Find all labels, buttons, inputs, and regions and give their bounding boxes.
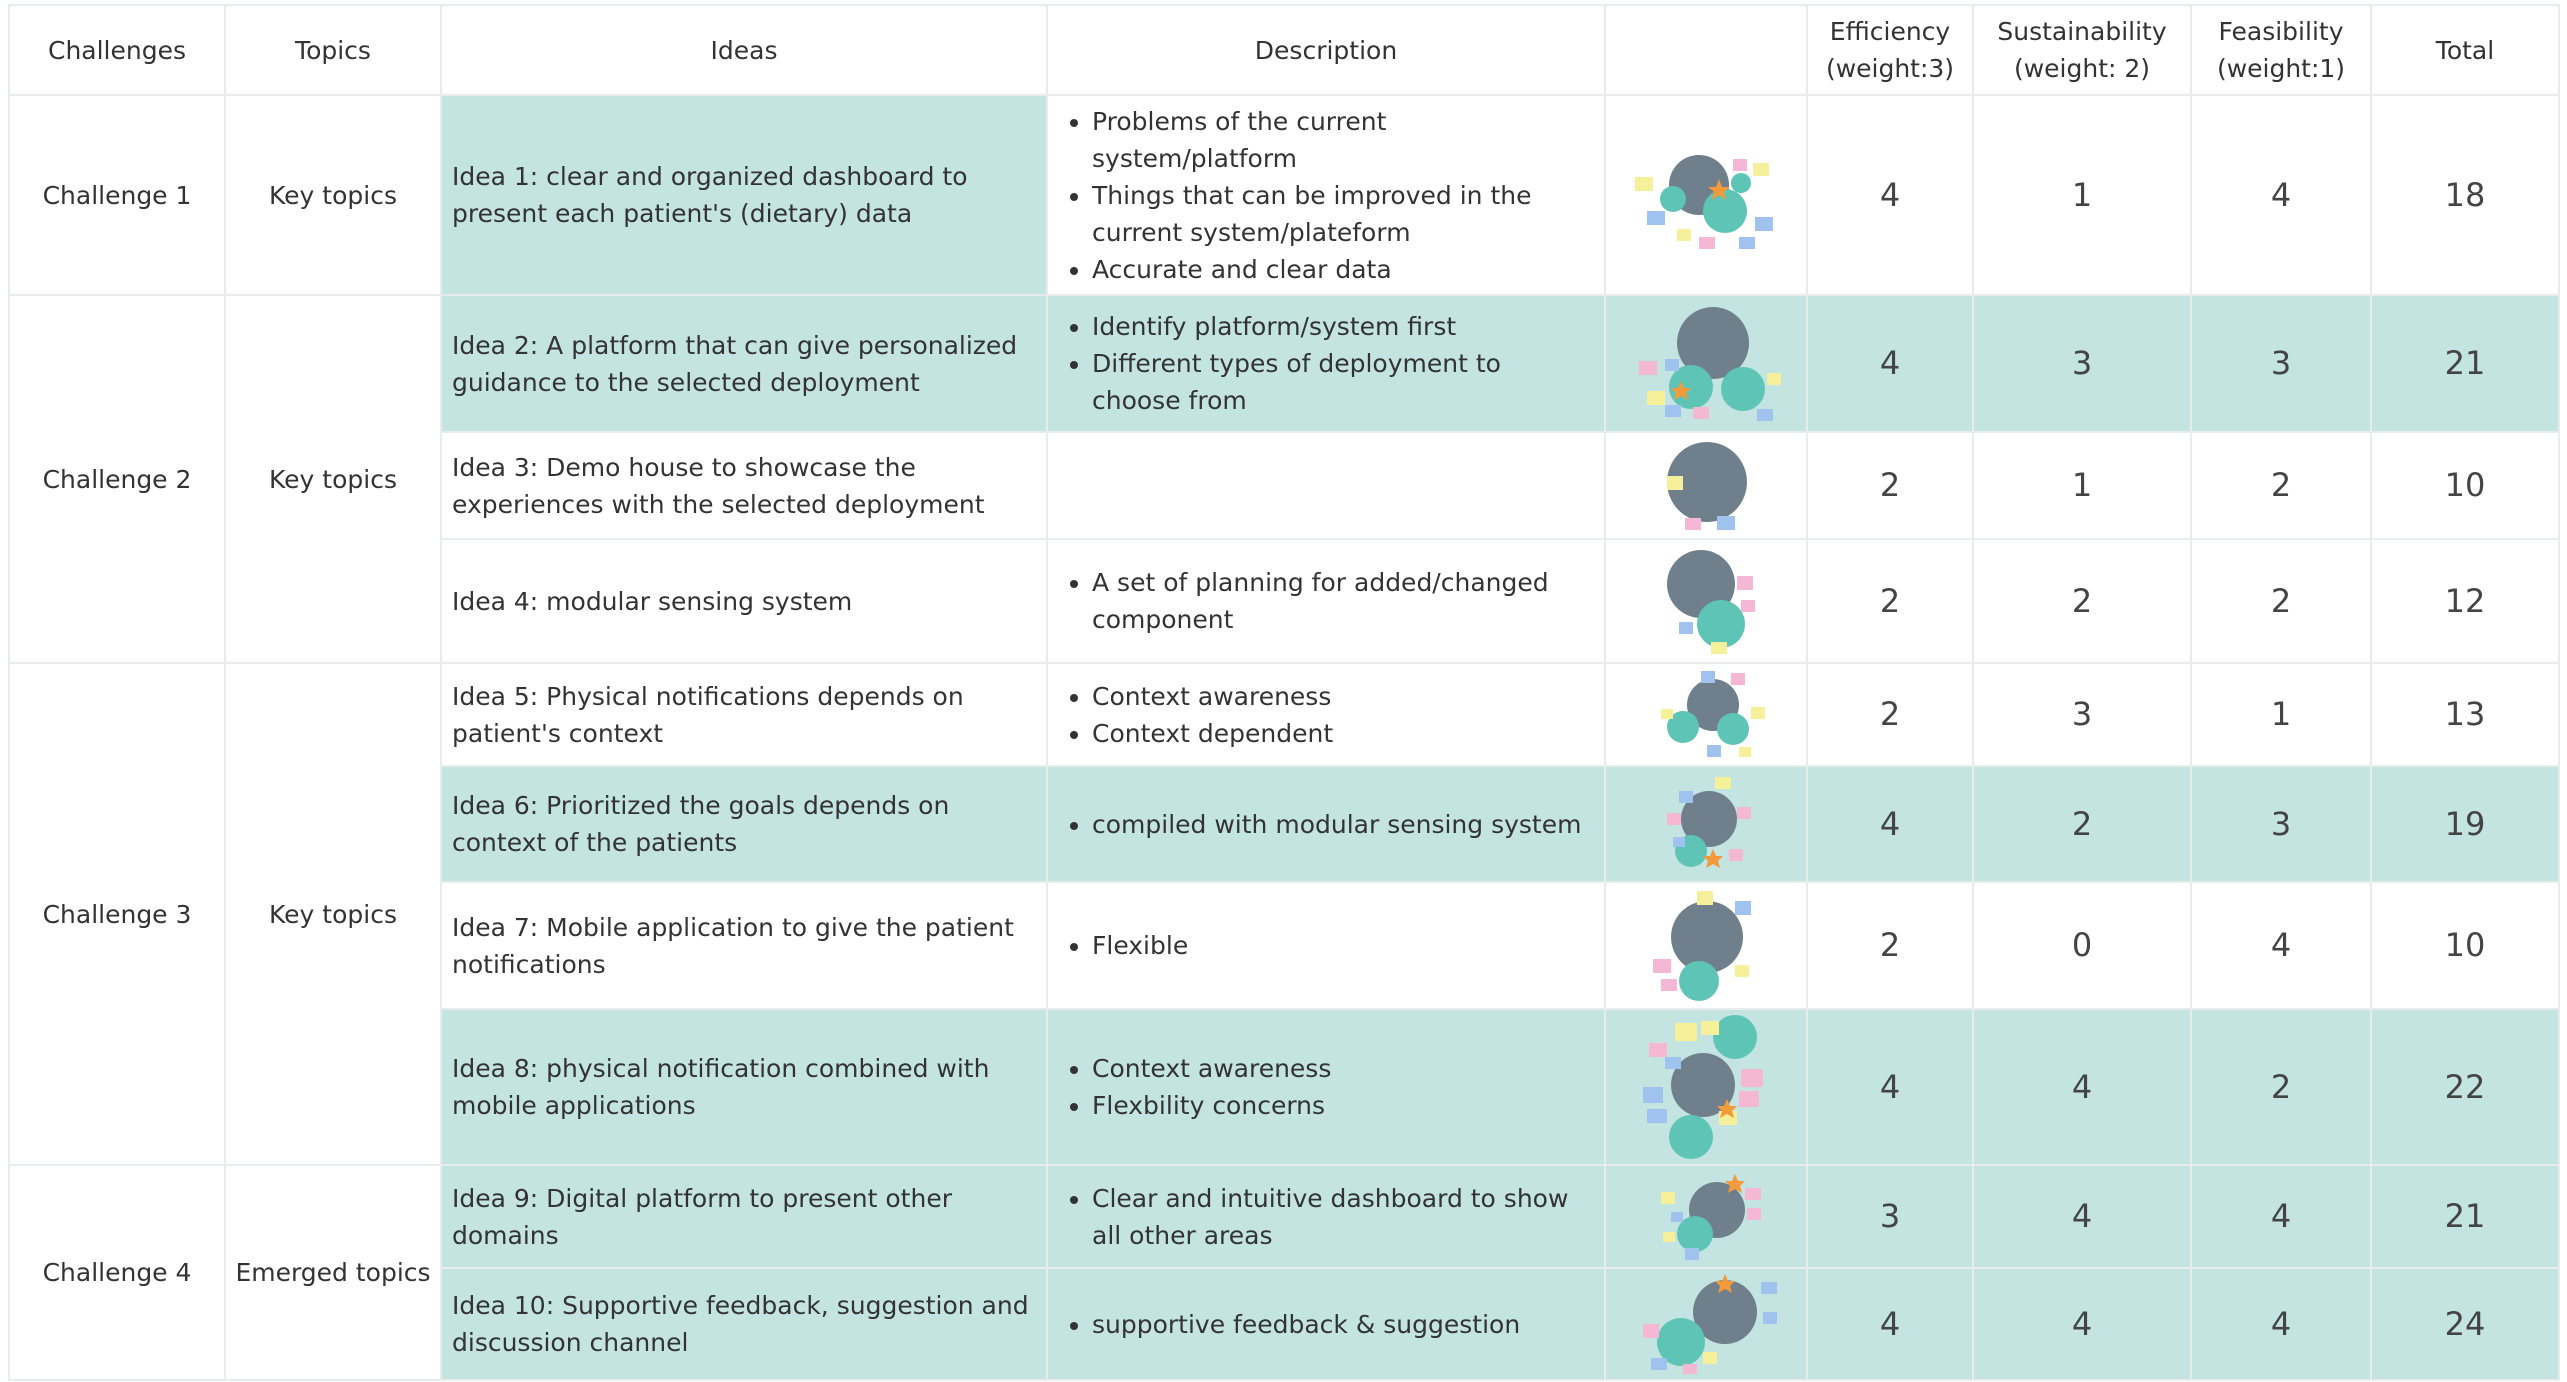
feasibility-score: 4: [2191, 882, 2371, 1009]
total-score: 21: [2371, 1165, 2559, 1268]
description-item: • Context awareness: [1092, 1050, 1596, 1087]
description-cell: [1047, 1009, 1605, 1165]
topic-cell: Key topics: [225, 95, 441, 295]
header-feasibility: Feasibility (weight:1): [2191, 5, 2371, 95]
idea-cell: Idea 9: Digital platform to present other domains: [441, 1165, 1047, 1268]
total-score: 18: [2371, 95, 2559, 295]
description-item: • Different types of deployment to choose from: [1092, 345, 1596, 419]
challenge-cell: Challenge 4: [9, 1165, 225, 1380]
feasibility-score: 3: [2191, 295, 2371, 432]
header-image: [1605, 5, 1807, 95]
efficiency-score: 2: [1807, 432, 1973, 539]
board-thumbnail-image: [1621, 1168, 1791, 1266]
header-sustainability: Sustainability (weight: 2): [1973, 5, 2191, 95]
board-thumbnail-cell: [1605, 882, 1807, 1009]
board-thumbnail-cell: [1605, 295, 1807, 432]
description-item: • A set of planning for added/changed component: [1092, 564, 1596, 638]
description-list: [1060, 927, 1596, 964]
sustainability-score: 4: [1973, 1165, 2191, 1268]
efficiency-score: 2: [1807, 882, 1973, 1009]
idea-cell: Idea 3: Demo house to showcase the experiences with the selected deployment: [441, 432, 1047, 539]
sustainability-score: 3: [1973, 663, 2191, 766]
idea-cell: Idea 8: physical notification combined with mobile applications: [441, 1009, 1047, 1165]
description-cell: [1047, 1268, 1605, 1380]
topic-cell: Emerged topics: [225, 1165, 441, 1380]
description-list: [1060, 806, 1596, 843]
header-description: Description: [1047, 5, 1605, 95]
description-cell: [1047, 432, 1605, 539]
table-row: [9, 663, 2559, 766]
board-thumbnail-cell: [1605, 1165, 1807, 1268]
table-row: [9, 95, 2559, 295]
sustainability-score: 4: [1973, 1009, 2191, 1165]
header-efficiency: Efficiency (weight:3): [1807, 5, 1973, 95]
description-item: • Things that can be improved in the current system/plateform: [1092, 177, 1596, 251]
description-item: • Flexible: [1092, 927, 1596, 964]
feasibility-score: 4: [2191, 1268, 2371, 1380]
feasibility-score: 2: [2191, 1009, 2371, 1165]
total-score: 10: [2371, 432, 2559, 539]
feasibility-score: 1: [2191, 663, 2371, 766]
board-thumbnail-cell: [1605, 1268, 1807, 1380]
efficiency-score: 3: [1807, 1165, 1973, 1268]
board-thumbnail-image: [1621, 125, 1791, 265]
header-total: Total: [2371, 5, 2559, 95]
description-item: • supportive feedback & suggestion: [1092, 1306, 1596, 1343]
total-score: 13: [2371, 663, 2559, 766]
sustainability-score: 1: [1973, 432, 2191, 539]
sustainability-score: 1: [1973, 95, 2191, 295]
table-row: [9, 1165, 2559, 1268]
description-item: • Identify platform/system first: [1092, 308, 1596, 345]
efficiency-score: 4: [1807, 95, 1973, 295]
board-thumbnail-cell: [1605, 539, 1807, 663]
board-thumbnail-image: [1621, 771, 1791, 877]
description-list: [1060, 564, 1596, 638]
board-thumbnail-image: [1621, 301, 1791, 427]
description-cell: [1047, 882, 1605, 1009]
header-ideas: Ideas: [441, 5, 1047, 95]
board-thumbnail-cell: [1605, 1009, 1807, 1165]
description-item: • compiled with modular sensing system: [1092, 806, 1596, 843]
description-item: • Problems of the current system/platform: [1092, 103, 1596, 177]
board-thumbnail-image: [1621, 436, 1791, 536]
total-score: 19: [2371, 766, 2559, 882]
efficiency-score: 4: [1807, 766, 1973, 882]
description-list: [1060, 1180, 1596, 1254]
description-cell: [1047, 663, 1605, 766]
description-item: • Accurate and clear data: [1092, 251, 1596, 288]
topic-cell: Key topics: [225, 663, 441, 1165]
description-item: • Context dependent: [1092, 715, 1596, 752]
challenge-cell: Challenge 2: [9, 295, 225, 663]
total-score: 10: [2371, 882, 2559, 1009]
sustainability-score: 3: [1973, 295, 2191, 432]
feasibility-score: 2: [2191, 432, 2371, 539]
description-list: [1060, 103, 1596, 288]
idea-cell: Idea 10: Supportive feedback, suggestion and discussion channel: [441, 1268, 1047, 1380]
topic-cell: Key topics: [225, 295, 441, 663]
description-cell: [1047, 295, 1605, 432]
sustainability-score: 2: [1973, 539, 2191, 663]
total-score: 12: [2371, 539, 2559, 663]
total-score: 22: [2371, 1009, 2559, 1165]
description-list: [1060, 308, 1596, 419]
board-thumbnail-cell: [1605, 432, 1807, 539]
feasibility-score: 4: [2191, 95, 2371, 295]
feasibility-score: 4: [2191, 1165, 2371, 1268]
sustainability-score: 2: [1973, 766, 2191, 882]
idea-cell: Idea 2: A platform that can give personalized guidance to the selected deployment: [441, 295, 1047, 432]
description-list: [1060, 1306, 1596, 1343]
sustainability-score: 4: [1973, 1268, 2191, 1380]
board-thumbnail-cell: [1605, 663, 1807, 766]
table-row: [9, 295, 2559, 432]
header-row: [9, 5, 2559, 95]
idea-cell: Idea 6: Prioritized the goals depends on context of the patients: [441, 766, 1047, 882]
feasibility-score: 2: [2191, 539, 2371, 663]
efficiency-score: 4: [1807, 295, 1973, 432]
idea-evaluation-table: [8, 4, 2560, 1381]
challenge-cell: Challenge 3: [9, 663, 225, 1165]
description-cell: [1047, 539, 1605, 663]
efficiency-score: 2: [1807, 663, 1973, 766]
board-thumbnail-image: [1621, 1272, 1791, 1376]
board-thumbnail-cell: [1605, 95, 1807, 295]
efficiency-score: 4: [1807, 1009, 1973, 1165]
description-cell: [1047, 95, 1605, 295]
description-list: [1060, 1050, 1596, 1124]
idea-cell: Idea 4: modular sensing system: [441, 539, 1047, 663]
challenge-cell: Challenge 1: [9, 95, 225, 295]
description-item: • Clear and intuitive dashboard to show all other areas: [1092, 1180, 1596, 1254]
efficiency-score: 2: [1807, 539, 1973, 663]
description-cell: [1047, 1165, 1605, 1268]
total-score: 21: [2371, 295, 2559, 432]
header-topics: Topics: [225, 5, 441, 95]
efficiency-score: 4: [1807, 1268, 1973, 1380]
idea-cell: Idea 5: Physical notifications depends on patient's context: [441, 663, 1047, 766]
feasibility-score: 3: [2191, 766, 2371, 882]
idea-cell: Idea 1: clear and organized dashboard to present each patient's (dietary) data: [441, 95, 1047, 295]
board-thumbnail-image: [1621, 1013, 1791, 1161]
idea-cell: Idea 7: Mobile application to give the patient notifications: [441, 882, 1047, 1009]
sustainability-score: 0: [1973, 882, 2191, 1009]
description-item: • Flexbility concerns: [1092, 1087, 1596, 1124]
description-list: [1060, 678, 1596, 752]
description-cell: [1047, 766, 1605, 882]
header-challenges: Challenges: [9, 5, 225, 95]
board-thumbnail-image: [1621, 544, 1791, 658]
description-item: • Context awareness: [1092, 678, 1596, 715]
board-thumbnail-image: [1621, 667, 1791, 763]
total-score: 24: [2371, 1268, 2559, 1380]
board-thumbnail-image: [1621, 887, 1791, 1005]
board-thumbnail-cell: [1605, 766, 1807, 882]
